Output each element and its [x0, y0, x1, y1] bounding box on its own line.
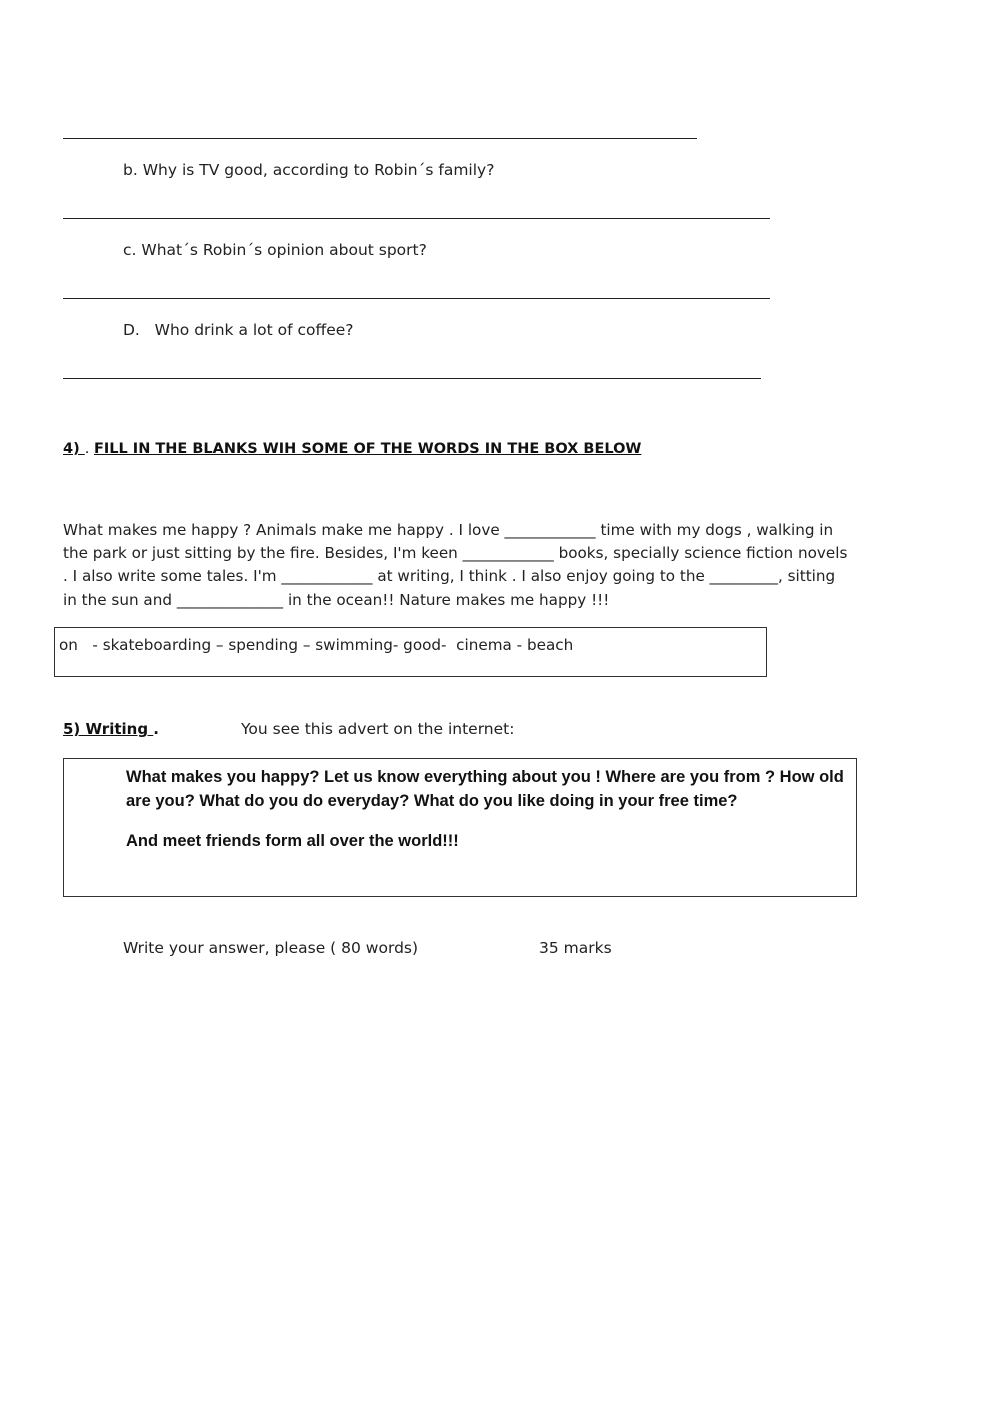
section4-separator: .: [84, 441, 94, 457]
paragraph-line-2: the park or just sitting by the fire. Besides, I'm keen ____________ books, specially science fiction novels: [63, 544, 848, 563]
section4-number: 4): [63, 441, 85, 457]
section4-heading: [63, 441, 641, 457]
word-box: [54, 627, 767, 677]
question-b: b. Why is TV good, according to Robin´s family?: [123, 161, 495, 179]
answer-line-b[interactable]: [63, 218, 770, 219]
answer-line-c[interactable]: [63, 298, 770, 299]
word-box-text: on - skateboarding – spending – swimming- good- cinema - beach: [59, 636, 574, 654]
writing-instruction: Write your answer, please ( 80 words): [123, 939, 419, 957]
fill-in-paragraph: [63, 519, 863, 612]
question-d: D. Who drink a lot of coffee?: [123, 321, 354, 339]
advert-text: [126, 765, 846, 853]
section4-title: FILL IN THE BLANKS WIH SOME OF THE WORDS IN THE BOX BELOW: [93, 441, 642, 457]
advert-paragraph-1: What makes you happy? Let us know everything about you ! Where are you from ? How old are you? What do you do everyday? What do you like doing in your free time?: [126, 768, 844, 810]
paragraph-line-4: in the sun and ______________ in the ocean!! Nature makes me happy !!!: [63, 590, 610, 609]
advert-box: [63, 758, 857, 897]
question-c: c. What´s Robin´s opinion about sport?: [123, 241, 427, 259]
paragraph-line-1: What makes me happy ? Animals make me happy . I love ____________ time with my dogs , walking in: [63, 521, 834, 539]
section5-intro: You see this advert on the internet:: [241, 720, 515, 738]
answer-line-a[interactable]: [63, 138, 697, 139]
marks-label: 35 marks: [539, 939, 612, 957]
section5-heading: [63, 720, 159, 738]
answer-line-d[interactable]: [63, 378, 761, 379]
section5-title: 5) Writing: [63, 720, 154, 738]
section5-separator: .: [153, 720, 159, 738]
paragraph-line-3: . I also write some tales. I'm ____________ at writing, I think . I also enjoy going to the _________, sitting: [63, 567, 836, 586]
advert-paragraph-2: And meet friends form all over the world!!!: [126, 832, 459, 850]
